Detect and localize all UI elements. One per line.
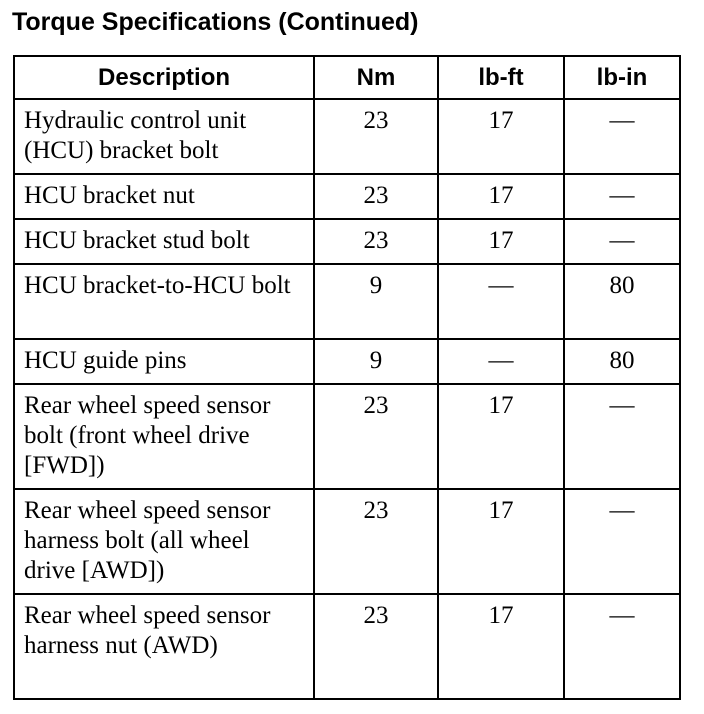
cell-lbin: — — [564, 384, 680, 489]
cell-lbin: — — [564, 489, 680, 594]
cell-description: HCU guide pins — [14, 339, 314, 384]
cell-lbin: — — [564, 174, 680, 219]
cell-description: Rear wheel speed sensor harness nut (AWD) — [14, 594, 314, 699]
table-row — [14, 384, 680, 489]
cell-description: Hydraulic control unit (HCU) bracket bolt — [14, 99, 314, 174]
cell-lbft: 17 — [438, 219, 564, 264]
cell-nm: 23 — [314, 489, 438, 594]
table-row — [14, 339, 680, 384]
cell-lbft: 17 — [438, 99, 564, 174]
cell-nm: 23 — [314, 174, 438, 219]
cell-nm: 9 — [314, 339, 438, 384]
column-header-description: Description — [14, 56, 314, 99]
column-header-lbin: lb-in — [564, 56, 680, 99]
cell-description: Rear wheel speed sensor bolt (front wheel drive [FWD]) — [14, 384, 314, 489]
cell-description: HCU bracket stud bolt — [14, 219, 314, 264]
column-header-nm: Nm — [314, 56, 438, 99]
table-row — [14, 489, 680, 594]
table-row — [14, 174, 680, 219]
cell-lbin: 80 — [564, 264, 680, 339]
cell-lbin: — — [564, 99, 680, 174]
cell-nm: 23 — [314, 99, 438, 174]
cell-description: Rear wheel speed sensor harness bolt (all wheel drive [AWD]) — [14, 489, 314, 594]
cell-lbft: 17 — [438, 594, 564, 699]
cell-nm: 23 — [314, 384, 438, 489]
cell-nm: 23 — [314, 219, 438, 264]
page-title: Torque Specifications (Continued) — [12, 8, 419, 36]
cell-lbft: — — [438, 264, 564, 339]
cell-lbft: 17 — [438, 384, 564, 489]
cell-description: HCU bracket-to-HCU bolt — [14, 264, 314, 339]
cell-lbft: — — [438, 339, 564, 384]
table-row — [14, 219, 680, 264]
cell-lbin: — — [564, 219, 680, 264]
table-header-row — [14, 56, 680, 99]
cell-lbin: 80 — [564, 339, 680, 384]
column-header-lbft: lb-ft — [438, 56, 564, 99]
cell-lbft: 17 — [438, 174, 564, 219]
torque-spec-table — [13, 55, 681, 700]
table-row — [14, 594, 680, 699]
table-row — [14, 99, 680, 174]
cell-nm: 23 — [314, 594, 438, 699]
cell-lbin: — — [564, 594, 680, 699]
cell-nm: 9 — [314, 264, 438, 339]
cell-description: HCU bracket nut — [14, 174, 314, 219]
table-row — [14, 264, 680, 339]
cell-lbft: 17 — [438, 489, 564, 594]
